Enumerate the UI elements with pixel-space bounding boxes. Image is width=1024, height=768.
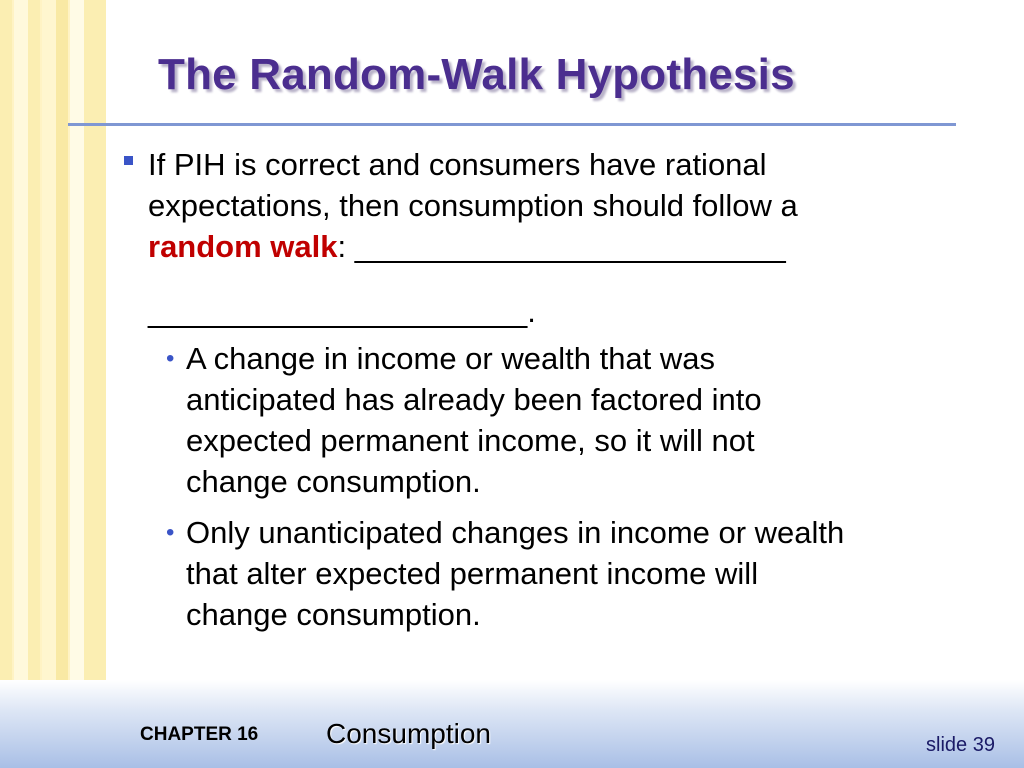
- subbullet-line: anticipated has already been factored into: [186, 382, 762, 417]
- bullet-line: expectations, then consumption should follow a: [148, 188, 798, 223]
- subbullet-unanticipated: [124, 512, 984, 635]
- stripe-divider: [40, 0, 42, 768]
- decorative-stripes: [0, 0, 106, 768]
- title-underline: [68, 123, 956, 126]
- footer-topic: Consumption: [326, 718, 491, 749]
- subbullet-line: expected permanent income, so it will not: [186, 423, 755, 458]
- subbullet-line: change consumption.: [186, 597, 481, 632]
- stripe-divider: [12, 0, 14, 768]
- slide-title: The Random-Walk Hypothesis: [158, 50, 795, 99]
- slide-body: [124, 144, 984, 635]
- dot-bullet-icon: •: [166, 519, 175, 546]
- subbullet-line: A change in income or wealth that was: [186, 341, 716, 376]
- footer-chapter: CHAPTER 16: [140, 724, 259, 745]
- spacer: [148, 267, 984, 291]
- bullet-line: If PIH is correct and consumers have rational: [148, 147, 767, 182]
- fill-in-blank-line: ______________________.: [148, 294, 536, 329]
- subbullet-line: that alter expected permanent income will: [186, 556, 759, 591]
- subbullet-line: Only unanticipated changes in income or wealth: [186, 515, 845, 550]
- fill-in-blank: : _________________________: [337, 229, 786, 264]
- bullet-line: [148, 226, 984, 267]
- slide-number: slide 39: [926, 734, 995, 756]
- emphasis-random-walk: random walk: [148, 229, 338, 264]
- subbullet-anticipated: [124, 338, 984, 502]
- subbullet-line: change consumption.: [186, 464, 481, 499]
- bullet-random-walk: [124, 144, 984, 332]
- dot-bullet-icon: •: [166, 345, 175, 372]
- stripe-divider: [68, 0, 70, 768]
- square-bullet-icon: [124, 156, 133, 165]
